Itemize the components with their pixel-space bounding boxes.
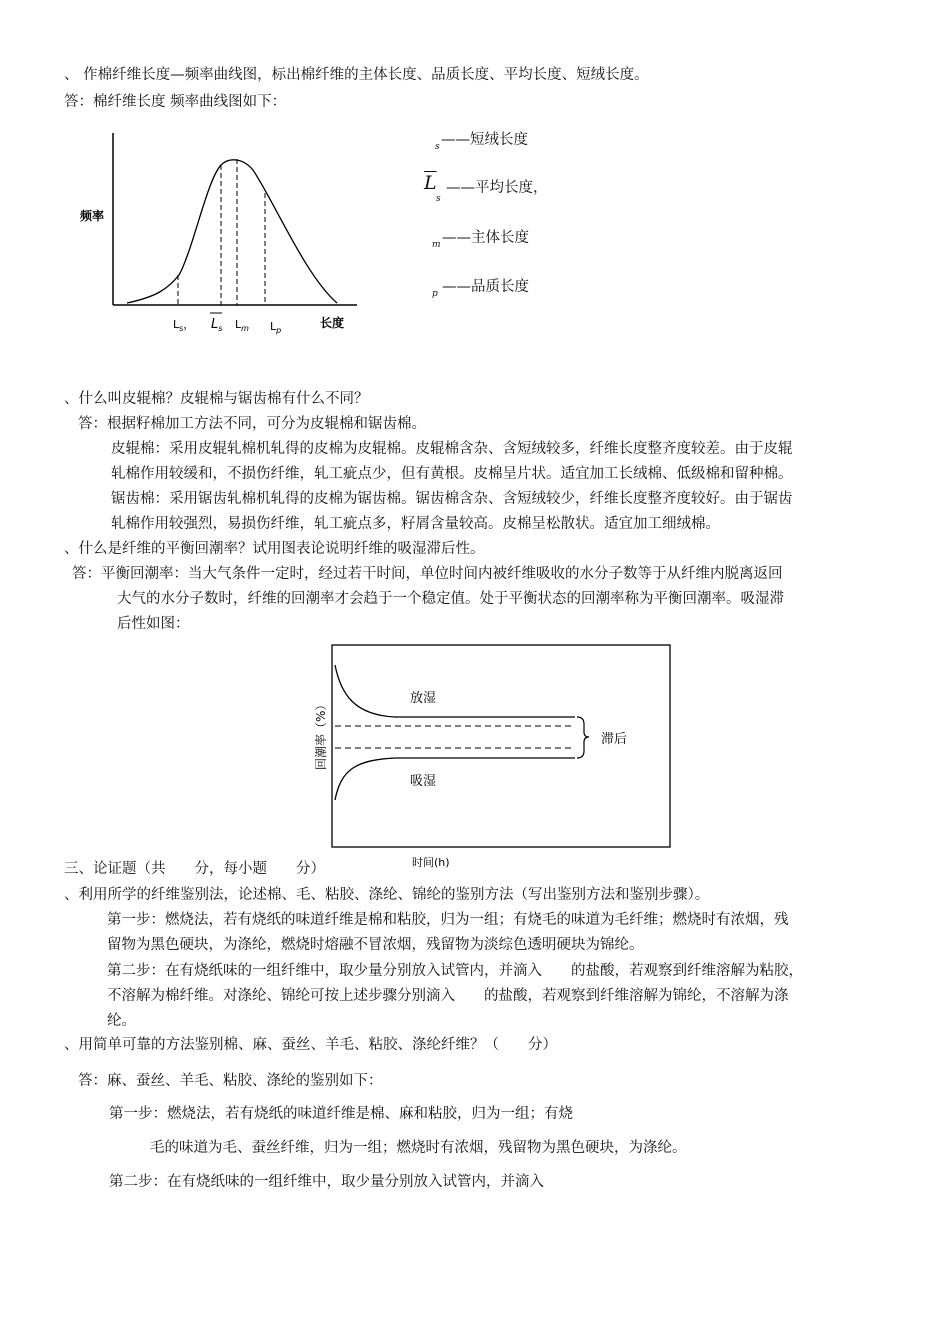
sec3-b2: 第二步：在有烧纸味的一组纤维中，取少量分别放入试管内，并滴入 (109, 1174, 544, 1190)
absorption-label: 吸湿 (410, 774, 437, 789)
tick-lm: $L_m$ (235, 318, 249, 333)
q3-question: 、什么是纤维的平衡回潮率？试用图表论说明纤维的吸湿滞后性。 (64, 541, 485, 557)
q2-answer: 答：根据籽棉加工方法不同，可分为皮辊棉和锯齿棉。 (78, 416, 426, 432)
q2-p2a: 锯齿棉：采用锯齿轧棉机轧得的皮棉为锯齿棉。锯齿棉含杂、含短绒较少，纤维长度整齐度较好。由于锯齿 (111, 491, 793, 507)
desorption-label: 放湿 (410, 691, 437, 706)
tick-lbar: $L_s$ (211, 317, 223, 333)
q2-p2b: 轧棉作用较强烈，易损伤纤维，轧工疵点多，籽屑含量较高。皮棉呈松散状。适宜加工细绒棉。 (111, 516, 720, 532)
sec3-q2: 、用简单可靠的方法鉴别棉、麻、蚕丝、羊毛、粘胶、涤纶纤维？（ 分） (64, 1037, 557, 1053)
q3-a2: 大气的水分子数时，纤维的回潮率才会趋于一个稳定值。处于平衡状态的回潮率称为平衡回潮率。吸湿滞 (117, 591, 784, 607)
sec3-b1a: 第一步：燃烧法，若有烧纸的味道纤维是棉、麻和粘胶，归为一组；有烧 (109, 1106, 573, 1122)
sec3-s2c: 纶。 (107, 1013, 136, 1029)
sec3-title: 三、论证题（共 分，每小题 分） (64, 861, 325, 877)
tick-lp: $L_p$ (270, 320, 282, 335)
hysteresis-brace (577, 717, 589, 758)
x-axis-label: 时间(h) (412, 856, 450, 869)
q2-question: 、什么叫皮辊棉？皮辊棉与锯齿棉有什么不同？ (64, 391, 369, 407)
sec3-b1b: 毛的味道为毛、蚕丝纤维，归为一组；燃烧时有浓烟，残留物为黑色硬块，为涤纶。 (150, 1140, 687, 1156)
y-axis-label: 回潮率（%） (314, 698, 328, 770)
tick-ls: $L_s$， (173, 318, 195, 333)
q2-p1b: 轧棉作用较缓和，不损伤纤维，轧工疵点少，但有黄根。皮棉呈片状。适宜加工长绒棉、低级棉和留种棉。 (111, 466, 793, 482)
sec3-s2a: 第二步：在有烧纸味的一组纤维中，取少量分别放入试管内，并滴入 的盐酸，若观察到纤维溶解为粘胶， (107, 963, 803, 979)
sec3-s1b: 留物为黑色硬块，为涤纶，燃烧时熔融不冒浓烟，残留物为淡综色透明硬块为锦纶。 (107, 937, 644, 953)
desorption-curve (335, 665, 575, 717)
absorption-curve (335, 758, 575, 800)
q3-a3: 后性如图： (117, 616, 190, 632)
hysteresis-chart (305, 640, 685, 872)
sec3-q1: 、利用所学的纤维鉴别法，论述棉、毛、粘胶、涤纶、锦纶的鉴别方法（写出鉴别方法和鉴别步骤）。 (64, 887, 710, 903)
q1-answer: 答：棉纤维长度 频率曲线图如下： (64, 94, 287, 110)
sec3-ans: 答：麻、蚕丝、羊毛、粘胶、涤纶的鉴别如下： (78, 1073, 383, 1089)
hysteresis-label: 滞后 (601, 732, 628, 747)
y-axis-label: 频率 (80, 209, 105, 223)
sec3-s1a: 第一步：燃烧法，若有烧纸的味道纤维是棉和粘胶，归为一组；有烧毛的味道为毛纤维；燃烧时有浓烟，残 (107, 912, 789, 928)
length-frequency-chart (75, 125, 375, 340)
frequency-curve (127, 160, 337, 303)
x-axis-label: 长度 (320, 316, 345, 330)
q2-p1a: 皮辊棉：采用皮辊轧棉机轧得的皮棉为皮辊棉。皮辊棉含杂、含短绒较多，纤维长度整齐度较差。由于皮辊 (111, 441, 793, 457)
q3-a1: 答：平衡回潮率：当大气条件一定时，经过若干时间，单位时间内被纤维吸收的水分子数等于从纤维内脱离返回 (72, 566, 783, 582)
sec3-s2b: 不溶解为棉纤维。对涤纶、锦纶可按上述步骤分别滴入 的盐酸，若观察到纤维溶解为锦纶，不溶解为涤 (107, 988, 789, 1004)
q1-question: 、 作棉纤维长度—频率曲线图，标出棉纤维的主体长度、品质长度、平均长度、短绒长度。 (64, 67, 649, 83)
